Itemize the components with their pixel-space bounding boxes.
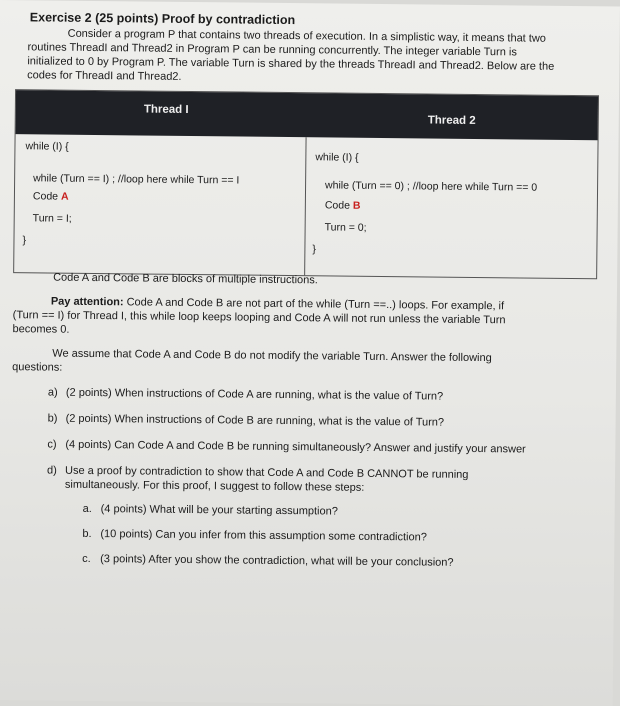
header-thread-2: Thread 2: [427, 114, 476, 127]
t1-close: }: [22, 234, 27, 247]
subquestion-a-label: a.: [82, 502, 92, 515]
question-list: [47, 386, 588, 494]
subquestion-c: [82, 553, 454, 569]
exercise-title: Exercise 2 (25 points) Proof by contradiction: [29, 10, 296, 28]
assume-line-1: We assume that Code A and Code B do not modify the variable Turn. Answer the following: [52, 347, 492, 365]
t2-while: while (I) {: [315, 151, 359, 164]
t2-code-prefix: Code: [324, 199, 353, 212]
subquestion-b: [82, 528, 427, 544]
question-b-label: b): [47, 412, 58, 425]
t1-assign: Turn = I;: [32, 212, 72, 225]
assume-line-2: questions:: [12, 361, 63, 374]
threads-table: [13, 89, 599, 279]
question-d-cont: [65, 479, 364, 494]
t1-while: while (I) {: [25, 140, 69, 153]
attention-label: Pay attention:: [50, 295, 124, 309]
question-c-label: c): [47, 438, 57, 451]
subquestion-b-text: (10 points) Can you infer from this assumption some contradiction?: [100, 528, 427, 544]
intro-line-1: Consider a program P that contains two threads of execution. In a simplistic way, it means that two: [67, 27, 547, 45]
intro-line-2: routines ThreadI and Thread2 in Program P can be running concurrently. The integer variable Turn is: [27, 41, 517, 59]
t1-code: [33, 190, 69, 202]
attention-line-3: becomes 0.: [12, 323, 70, 336]
question-a: [48, 387, 443, 403]
t1-code-prefix: Code: [32, 190, 62, 203]
subquestion-c-text: (3 points) After you show the contradiction, what will be your conclusion?: [100, 553, 454, 569]
question-c-text: (4 points) Can Code A and Code B be running simultaneously? Answer and justify your answer: [65, 438, 526, 456]
attention-line-2: (Turn == I) for Thread I, this while loop keeps looping and Code A will not run unless the variable Turn: [12, 309, 506, 327]
subquestion-a-text: (4 points) What will be your starting assumption?: [100, 503, 338, 518]
t1-code-name: A: [60, 190, 69, 203]
intro-paragraph: [27, 26, 568, 88]
question-d-text: Use a proof by contradiction to show that Code A and Code B CANNOT be running: [65, 464, 469, 481]
intro-line-4: codes for ThreadI and Thread2.: [27, 69, 182, 83]
t2-code: [325, 199, 361, 211]
question-d-label: d): [47, 464, 57, 477]
header-thread-1: Thread I: [143, 103, 189, 116]
table-header: [16, 90, 598, 140]
question-b-text: (2 points) When instructions of Code B are running, what is the value of Turn?: [65, 412, 445, 429]
question-a-label: a): [47, 386, 58, 399]
blocks-note: Code A and Code B are blocks of multiple instructions.: [53, 271, 318, 287]
column-divider: [304, 137, 306, 275]
t2-assign: Turn = 0;: [324, 221, 367, 234]
t2-code-name: B: [352, 199, 361, 212]
question-d-cont-text: simultaneously. For this proof, I suggest to follow these steps:: [64, 478, 365, 494]
subquestion-b-label: b.: [82, 527, 92, 540]
question-a-text: (2 points) When instructions of Code A are running, what is the value of Turn?: [65, 386, 444, 403]
subquestion-c-label: c.: [82, 552, 91, 565]
t2-close: }: [312, 243, 316, 256]
question-b: [48, 413, 445, 429]
t2-loop: while (Turn == 0) ; //loop here while Turn == 0: [325, 179, 538, 194]
intro-line-3: initialized to 0 by Program P. The variable Turn is shared by the threads ThreadI and Thread2. Below are the: [27, 55, 555, 73]
question-c: [47, 439, 526, 456]
t1-loop: while (Turn == I) ; //loop here while Turn == I: [33, 172, 240, 187]
subquestion-a: [83, 503, 338, 518]
attention-text: Code A and Code B are not part of the while (Turn ==..) loops. For example, if: [126, 296, 505, 313]
